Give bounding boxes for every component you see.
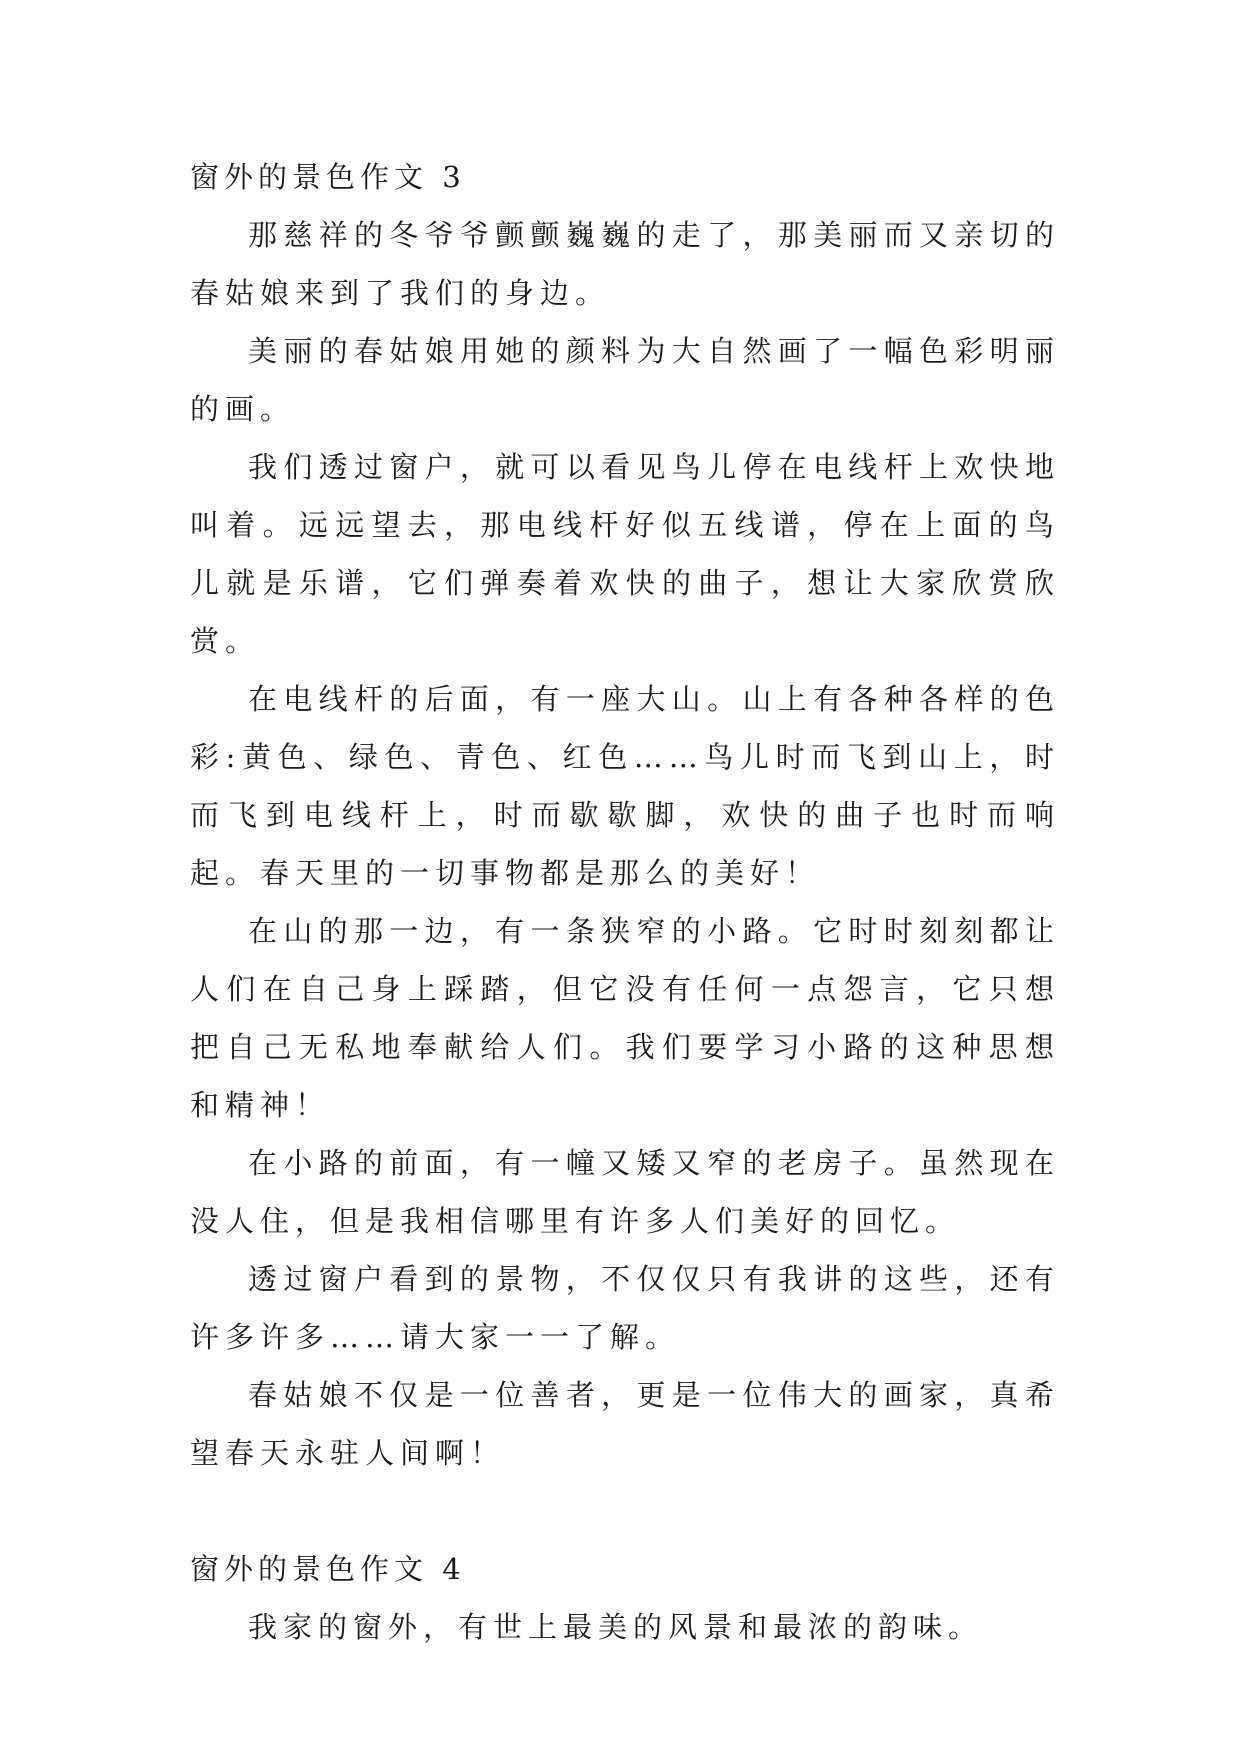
document-body bbox=[190, 148, 1060, 1656]
paragraph: 那慈祥的冬爷爷颤颤巍巍的走了，那美丽而又亲切的春姑娘来到了我们的身边。 bbox=[190, 218, 1060, 310]
section-title: 窗外的景色作文 3 bbox=[190, 160, 466, 194]
paragraph: 春姑娘不仅是一位善者，更是一位伟大的画家，真希望春天永驻人间啊！ bbox=[190, 1378, 1060, 1470]
section-title: 窗外的景色作文 4 bbox=[190, 1552, 466, 1586]
essay-section-3 bbox=[190, 148, 1060, 1482]
paragraph: 透过窗户看到的景物，不仅仅只有我讲的这些，还有许多许多……请大家一一了解。 bbox=[190, 1262, 1060, 1354]
paragraph: 我们透过窗户，就可以看见鸟儿停在电线杆上欢快地叫着。远远望去，那电线杆好似五线谱，停在上面的鸟儿就是乐谱，它们弹奏着欢快的曲子，想让大家欣赏欣赏。 bbox=[190, 450, 1060, 658]
paragraph: 美丽的春姑娘用她的颜料为大自然画了一幅色彩明丽的画。 bbox=[190, 334, 1060, 426]
essay-section-4 bbox=[190, 1540, 1060, 1656]
paragraph: 在电线杆的后面，有一座大山。山上有各种各样的色彩:黄色、绿色、青色、红色……鸟儿时而飞到山上，时而飞到电线杆上，时而歇歇脚，欢快的曲子也时而响起。春天里的一切事物都是那么的美好！ bbox=[190, 682, 1060, 890]
paragraph: 在山的那一边，有一条狭窄的小路。它时时刻刻都让人们在自己身上踩踏，但它没有任何一点怨言，它只想把自己无私地奉献给人们。我们要学习小路的这种思想和精神！ bbox=[190, 914, 1060, 1122]
paragraph: 在小路的前面，有一幢又矮又窄的老房子。虽然现在没人住，但是我相信哪里有许多人们美好的回忆。 bbox=[190, 1146, 1060, 1238]
paragraph: 我家的窗外，有世上最美的风景和最浓的韵味。 bbox=[248, 1610, 984, 1644]
